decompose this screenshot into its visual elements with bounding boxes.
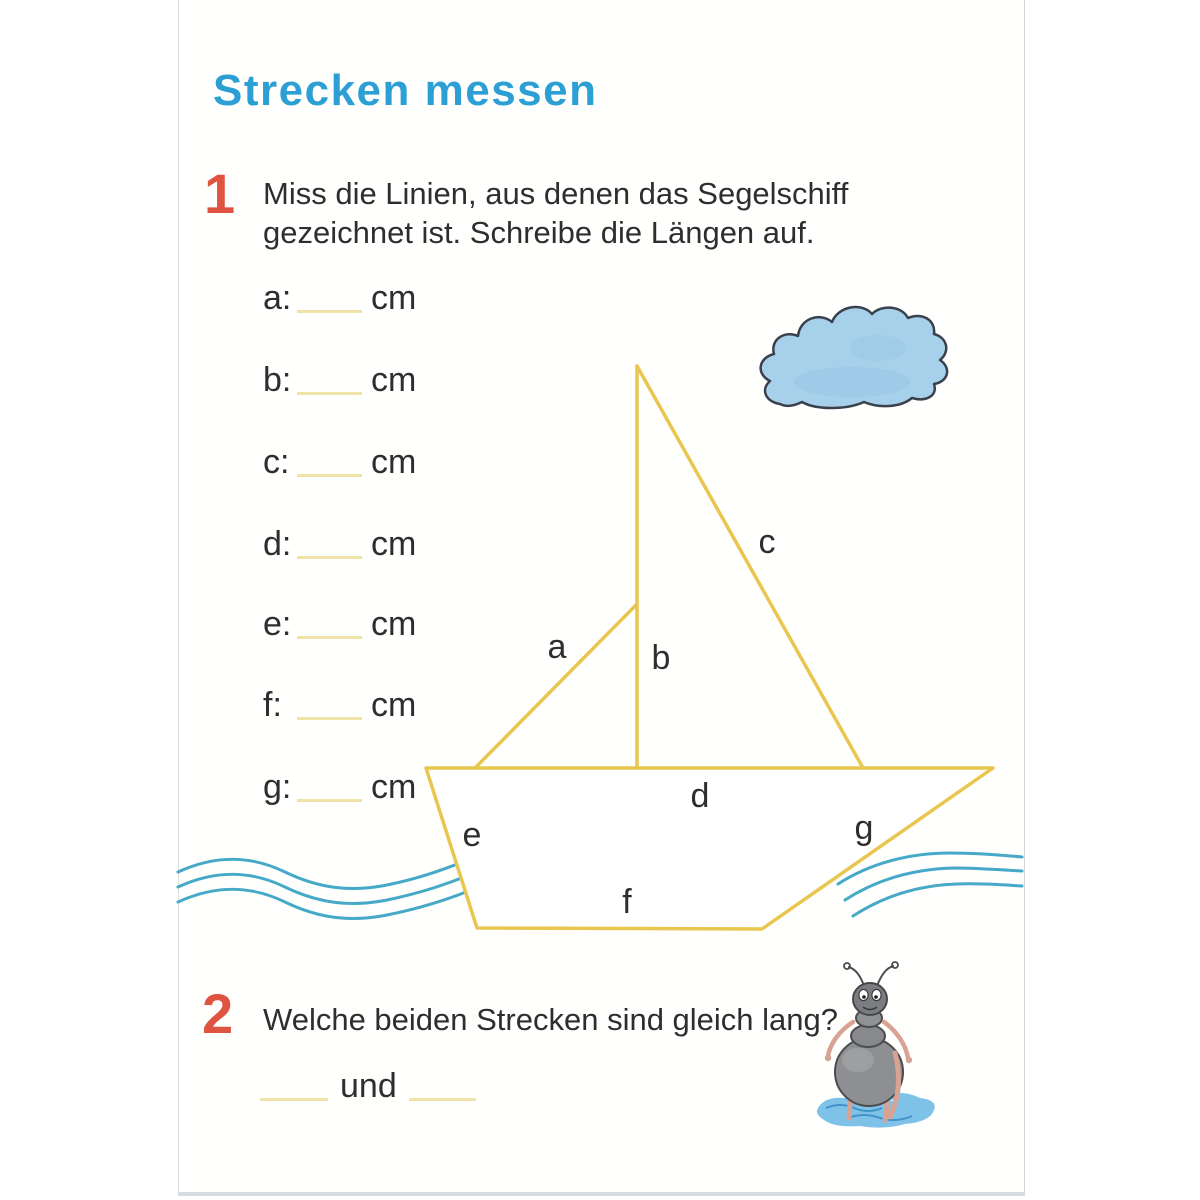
segment-label: a:	[263, 279, 292, 317]
segment-label: e:	[263, 605, 292, 643]
boat-label-a: a	[547, 628, 567, 666]
wave-lines-right	[838, 853, 1022, 916]
answer-blank-second[interactable]	[409, 1068, 476, 1101]
boat-hull	[426, 768, 993, 929]
segment-label: f:	[263, 686, 282, 724]
unit-label: cm	[371, 768, 417, 806]
wave-lines-left	[178, 859, 476, 918]
unit-label: cm	[371, 686, 417, 724]
segment-label: c:	[263, 443, 290, 481]
unit-label: cm	[371, 279, 417, 317]
exercise1-text-line2: gezeichnet ist. Schreibe die Längen auf.	[263, 215, 815, 250]
boat-sail-line-c	[637, 366, 863, 768]
unit-label: cm	[371, 525, 417, 563]
ant-illustration	[817, 962, 935, 1128]
segment-label: d:	[263, 525, 292, 563]
exercise2-number: 2	[202, 982, 234, 1045]
exercise2-answer-row	[260, 1068, 476, 1104]
connector-label: und	[340, 1067, 397, 1105]
boat-label-e: e	[462, 816, 482, 854]
unit-label: cm	[371, 443, 417, 481]
segment-label: b:	[263, 361, 292, 399]
boat-label-c: c	[758, 523, 776, 561]
exercise2-question: Welche beiden Strecken sind gleich lang?	[263, 1002, 839, 1037]
boat-label-d: d	[690, 777, 710, 815]
segment-label: g:	[263, 768, 292, 806]
boat-label-g: g	[854, 809, 874, 847]
sailboat-drawing	[426, 366, 993, 929]
answer-blank-first[interactable]	[260, 1068, 328, 1101]
exercise1-number: 1	[204, 162, 236, 225]
boat-label-b: b	[651, 639, 671, 677]
unit-label: cm	[371, 605, 417, 643]
unit-label: cm	[371, 361, 417, 399]
page-title: Strecken messen	[213, 66, 598, 115]
cloud-illustration	[761, 307, 947, 408]
boat-label-f: f	[622, 883, 632, 921]
exercise1-text-line1: Miss die Linien, aus denen das Segelschiff	[263, 176, 849, 211]
